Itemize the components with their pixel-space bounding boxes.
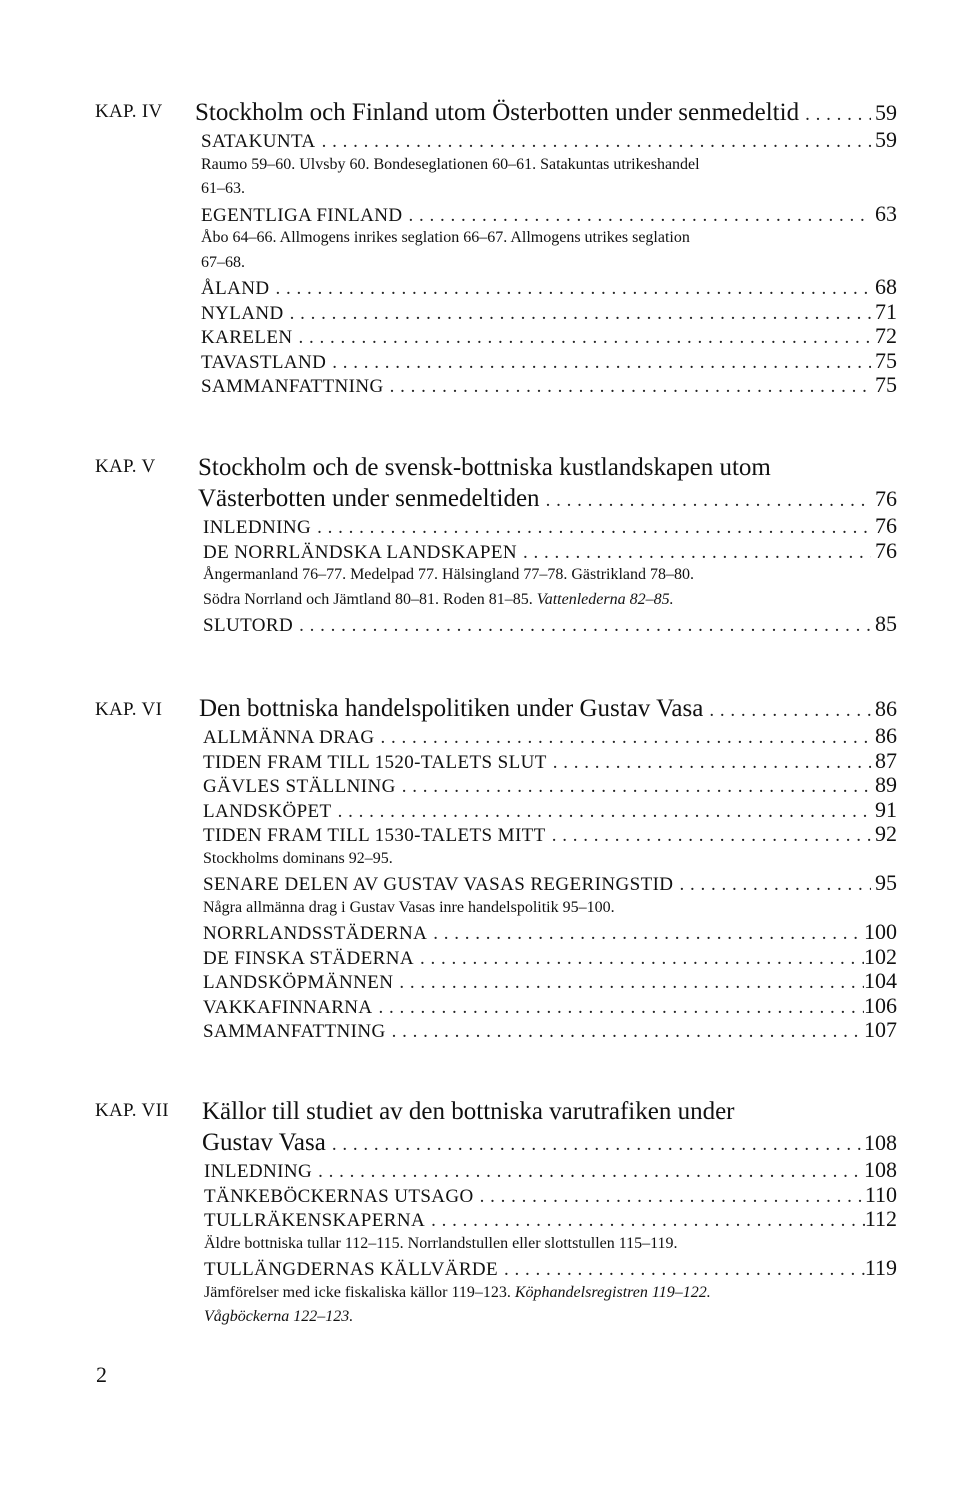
toc-entry	[203, 994, 897, 1019]
dot-leader	[517, 541, 871, 566]
entry-label: ÅLAND	[201, 278, 270, 299]
chapter-body	[195, 97, 897, 398]
entry-detail: 67–68.	[201, 253, 245, 271]
page-ref: 85	[875, 611, 897, 636]
dot-leader	[498, 1258, 865, 1283]
toc-entry	[203, 945, 897, 970]
page-ref: 95	[875, 870, 897, 895]
entry-label: SENARE DELEN AV GUSTAV VASAS REGERINGSTID	[203, 874, 674, 895]
chapter-body	[202, 1096, 897, 1330]
page-ref: 89	[875, 772, 897, 797]
toc-entry	[203, 612, 897, 637]
dot-leader	[703, 695, 871, 726]
dot-leader	[332, 800, 871, 825]
dot-leader	[316, 130, 871, 155]
entry-label: ALLMÄNNA DRAG	[203, 727, 375, 748]
entry-label: TULLRÄKENSKAPERNA	[204, 1210, 426, 1231]
dot-leader	[373, 996, 864, 1021]
dot-leader	[386, 1020, 864, 1045]
toc-entry	[201, 128, 897, 153]
page-ref: 107	[864, 1017, 897, 1042]
toc-entry	[201, 202, 897, 227]
chapter-title: Stockholm och de svensk-bottniska kustlandskapen utom	[198, 454, 771, 481]
entry-label: LANDSKÖPET	[203, 800, 332, 822]
dot-leader	[474, 1185, 865, 1210]
chapter-number: KAP. VII	[95, 1100, 169, 1121]
page-ref: 106	[864, 992, 897, 1018]
entry-detail: 61–63.	[201, 180, 245, 197]
dot-leader	[425, 1209, 865, 1234]
page-ref: 86	[875, 723, 897, 748]
toc-entry	[203, 749, 897, 774]
page-ref: 87	[875, 747, 897, 773]
dot-leader	[540, 485, 871, 516]
page-ref: 76	[875, 513, 897, 538]
page-ref: 100	[864, 919, 897, 944]
page-ref: 112	[864, 1206, 897, 1231]
entry-label: NORRLANDSSTÄDERNA	[203, 923, 428, 944]
page-ref: 108	[864, 1130, 897, 1155]
page-ref: 75	[875, 372, 897, 397]
page-ref: 75	[875, 347, 897, 373]
toc-entry	[203, 514, 897, 539]
chapter-title: Stockholm och Finland utom Österbotten under senmedeltid	[195, 99, 800, 126]
chapter-title-row	[199, 693, 897, 724]
page-ref: 119	[864, 1255, 897, 1280]
dot-leader	[547, 751, 871, 776]
page-ref: 71	[875, 298, 897, 324]
toc-entry	[203, 539, 897, 564]
dot-leader	[546, 824, 871, 849]
entry-detail: Stockholms dominans 92–95.	[203, 849, 393, 867]
dot-leader	[374, 726, 871, 751]
entry-detail	[204, 1281, 897, 1306]
entry-detail: Raumo 59–60. Ulvsby 60. Bondeseglationen 60–61. Satakuntas utrikeshandel	[201, 155, 700, 173]
dot-leader	[284, 302, 871, 327]
entry-label: DE FINSKA STÄDERNA	[203, 947, 414, 969]
page-ref: 104	[864, 968, 897, 993]
toc-entry	[203, 1018, 897, 1043]
toc-entry	[203, 724, 897, 749]
dot-leader	[799, 99, 871, 130]
entry-label: TAVASTLAND	[201, 351, 327, 373]
page-ref: 59	[875, 100, 897, 125]
entry-detail: Åbo 64–66. Allmogens inrikes seglation 66–67. Allmogens utrikes seglation	[201, 229, 690, 246]
entry-detail	[204, 1305, 897, 1330]
chapter-title-row	[202, 1127, 897, 1158]
entry-label: TULLÄNGDERNAS KÄLLVÄRDE	[204, 1259, 499, 1280]
page-ref: 68	[875, 274, 897, 299]
chapter-title-row	[195, 97, 897, 128]
entry-label: SAMMANFATTNING	[201, 376, 384, 397]
entry-label: INLEDNING	[204, 1161, 313, 1182]
toc-entry	[203, 822, 897, 847]
entry-label: TÄNKEBÖCKERNAS UTSAGO	[204, 1185, 474, 1207]
entry-label: TIDEN FRAM TILL 1520-TALETS SLUT	[203, 751, 547, 773]
toc-entry	[204, 1207, 897, 1232]
chapter-title-row	[198, 483, 897, 514]
page-ref: 110	[864, 1181, 897, 1207]
entry-detail-italic: Vågböckerna 122–123.	[204, 1308, 354, 1325]
toc-entry	[203, 871, 897, 896]
dot-leader	[403, 204, 871, 229]
page-ref: 59	[875, 127, 897, 152]
dot-leader	[414, 947, 864, 972]
dot-leader	[326, 351, 871, 376]
entry-detail-text: Jämförelser med icke fiskaliska källor 119–123.	[204, 1283, 515, 1301]
entry-detail: Ångermanland 76–77. Medelpad 77. Hälsingland 77–78. Gästrikland 78–80.	[203, 566, 695, 583]
entry-label: SLUTORD	[203, 615, 294, 636]
entry-detail-italic: Köphandelsregistren 119–122.	[514, 1283, 711, 1301]
dot-leader	[396, 775, 871, 800]
toc-entry	[204, 1183, 897, 1208]
entry-label: KARELEN	[201, 327, 293, 348]
page-ref: 108	[864, 1157, 897, 1182]
page-ref: 102	[864, 943, 897, 969]
toc-entry	[201, 349, 897, 374]
chapter-number: KAP. V	[95, 456, 156, 477]
entry-detail-italic: Vattenlederna 82–85.	[536, 590, 674, 608]
page-ref: 72	[875, 323, 897, 348]
dot-leader	[270, 277, 872, 302]
dot-leader	[312, 1160, 864, 1185]
entry-label: LANDSKÖPMÄNNEN	[203, 972, 394, 993]
page-ref: 92	[875, 821, 897, 846]
dot-leader	[311, 516, 871, 541]
entry-label: SAMMANFATTNING	[203, 1021, 386, 1042]
page-number: 2	[96, 1362, 107, 1387]
chapter-number: KAP. VI	[95, 699, 163, 720]
entry-label: NYLAND	[201, 302, 284, 324]
entry-label: SATAKUNTA	[201, 131, 316, 152]
toc-entry	[203, 773, 897, 798]
chapter-title: Gustav Vasa	[202, 1129, 326, 1156]
toc-entry	[201, 373, 897, 398]
entry-label: TIDEN FRAM TILL 1530-TALETS MITT	[203, 825, 546, 846]
entry-label: DE NORRLÄNDSKA LANDSKAPEN	[203, 541, 518, 563]
page-ref: 76	[875, 537, 897, 563]
chapter-title: Västerbotten under senmedeltiden	[198, 485, 540, 512]
page-ref: 76	[875, 486, 897, 511]
dot-leader	[393, 971, 864, 996]
page-ref: 63	[875, 200, 897, 226]
toc-entry	[204, 1158, 897, 1183]
toc-entry	[201, 300, 897, 325]
entry-label: VAKKAFINNARNA	[203, 996, 373, 1018]
entry-detail: Några allmänna drag i Gustav Vasas inre handelspolitik 95–100.	[203, 898, 615, 916]
page-ref: 86	[875, 696, 897, 721]
dot-leader	[292, 326, 871, 351]
dot-leader	[673, 873, 871, 898]
chapter-number: KAP. IV	[95, 101, 163, 122]
chapter-body	[198, 452, 897, 637]
dot-leader	[326, 1129, 864, 1160]
toc-entry	[203, 969, 897, 994]
toc-entry	[201, 324, 897, 349]
entry-label: INLEDNING	[203, 517, 312, 538]
dot-leader	[427, 922, 864, 947]
chapter-title: Källor till studiet av den bottniska varutrafiken under	[202, 1098, 735, 1125]
toc-entry	[203, 920, 897, 945]
entry-detail	[203, 588, 897, 613]
entry-detail: Äldre bottniska tullar 112–115. Norrlandstullen eller slottstullen 115–119.	[204, 1234, 678, 1252]
dot-leader	[293, 614, 871, 639]
chapter-title: Den bottniska handelspolitiken under Gustav Vasa	[199, 695, 704, 722]
entry-detail-text: Södra Norrland och Jämtland 80–81. Roden 81–85.	[203, 590, 537, 608]
chapter-body	[199, 693, 897, 1043]
toc-entry	[201, 275, 897, 300]
entry-label: GÄVLES STÄLLNING	[203, 776, 396, 797]
dot-leader	[384, 375, 871, 400]
toc-entry	[203, 798, 897, 823]
entry-label: EGENTLIGA FINLAND	[201, 204, 403, 226]
page-ref: 91	[875, 796, 897, 822]
toc-entry	[204, 1256, 897, 1281]
